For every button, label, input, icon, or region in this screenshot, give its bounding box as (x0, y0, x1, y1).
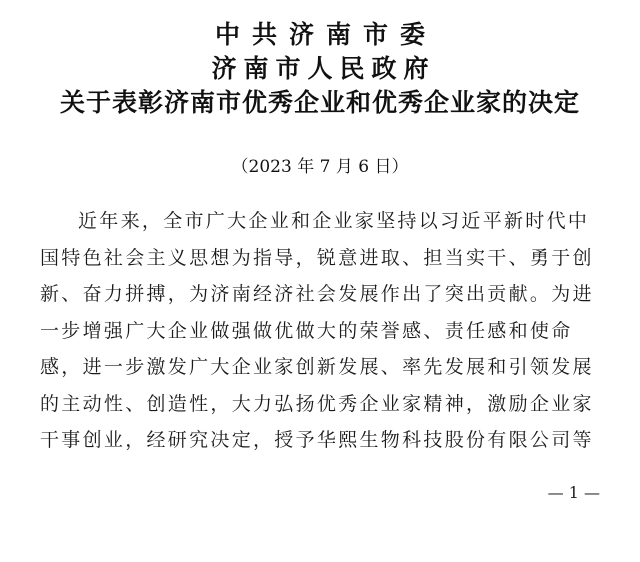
document-date: （2023 年 7 月 6 日） (231, 157, 409, 177)
body-paragraph (40, 203, 620, 459)
body-line: 的主动性、创造性，大力弘扬优秀企业家精神，激励企业家 (40, 392, 594, 415)
body-line: 一步增强广大企业做强做优做大的荣誉感、责任感和使命 (40, 319, 573, 342)
document-title: 关于表彰济南市优秀企业和优秀企业家的决定 (59, 88, 580, 117)
document-title-block (0, 18, 640, 120)
issuer-municipal-government: 济南市人民政府 (211, 54, 436, 83)
issuer-party-committee: 中共济南市委 (214, 20, 437, 49)
body-line: 新、奋力拼搏，为济南经济社会发展作出了突出贡献。为进 (40, 283, 594, 305)
page-number: — 1 — (547, 483, 600, 502)
body-line: 感，进一步激发广大企业家创新发展、率先发展和引领发展 (40, 356, 594, 378)
body-line: 干事创业，经研究决定，授予华熙生物科技股份有限公司等 (40, 429, 594, 451)
body-line: 近年来，全市广大企业和企业家坚持以习近平新时代中 (78, 210, 590, 232)
body-line: 国特色社会主义思想为指导，锐意进取、担当实干、勇于创 (40, 246, 594, 269)
